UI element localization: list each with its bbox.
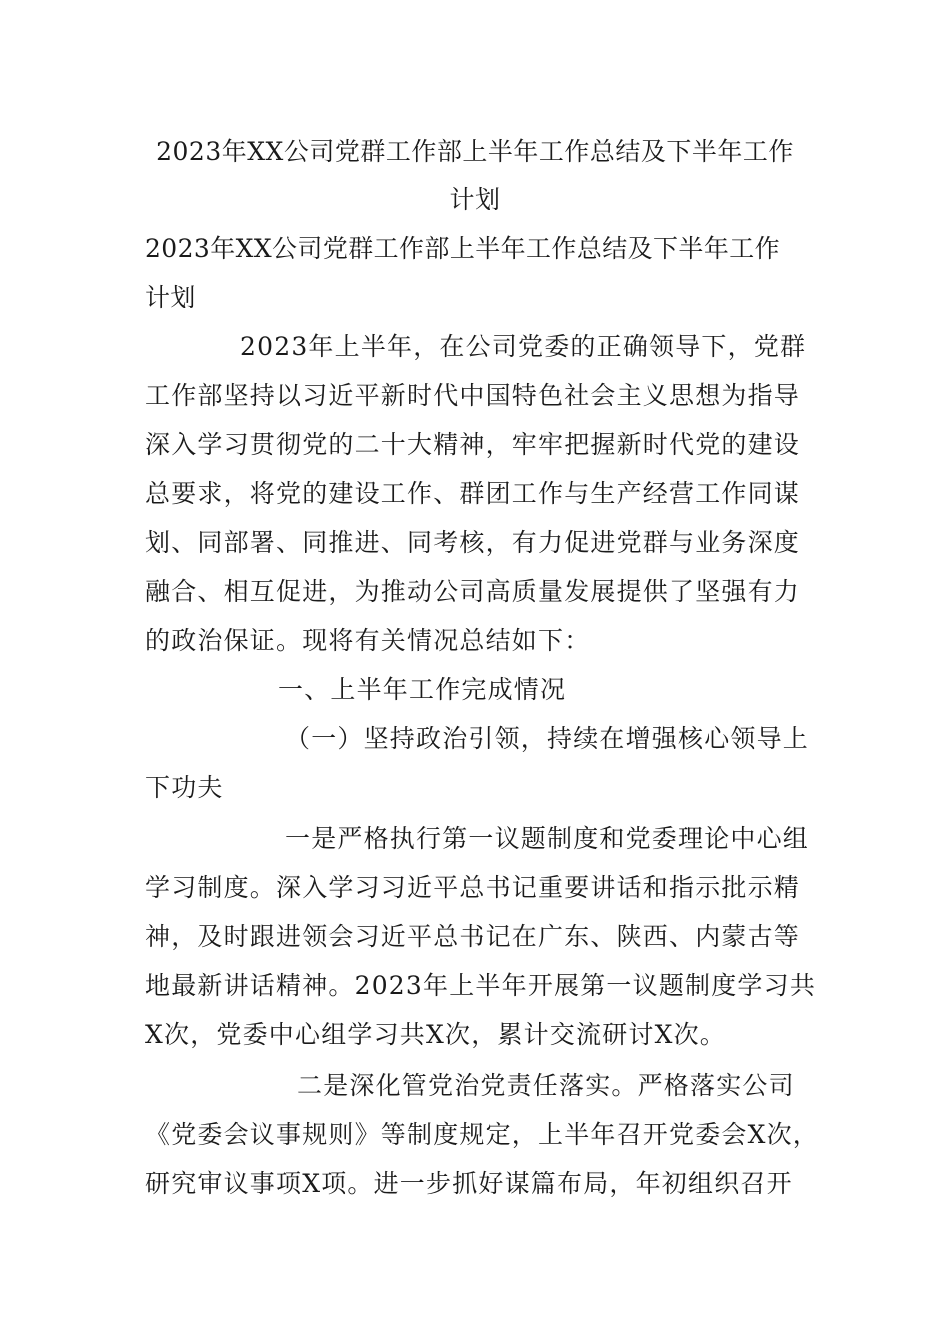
paragraph-2 [145,1061,820,1208]
document-title [145,128,805,224]
subsection-heading-1 [145,714,810,812]
section-heading-1: 一、上半年工作完成情况 [278,675,567,704]
document-page [145,128,820,1208]
intro-line-3: 深入学习贯彻党的二十大精神，牢牢把握新时代党的建设 [145,430,801,459]
para1-line-2: 学习制度。深入学习习近平总书记重要讲话和指示批示精 [145,873,801,902]
subsection-line-1: （一）坚持政治引领，持续在增强核心领导上 [285,724,810,753]
intro-line-7: 的政治保证。现将有关情况总结如下： [145,626,591,655]
title-line-2: 计划 [449,185,501,214]
intro-line-6: 融合、相互促进，为推动公司高质量发展提供了坚强有力 [145,577,801,606]
subsection-line-2: 下功夫 [145,773,224,802]
para1-line-1: 一是严格执行第一议题制度和党委理论中心组 [285,824,810,853]
para1-line-5: X次，党委中心组学习共X次，累计交流研讨X次。 [145,1020,726,1049]
intro-line-5: 划、同部署、同推进、同考核，有力促进党群与业务深度 [145,528,801,557]
intro-paragraph [145,322,805,665]
para2-line-3: 研究审议事项X项。进一步抓好谋篇布局，年初组织召开 [145,1169,793,1198]
intro-line-4: 总要求，将党的建设工作、群团工作与生产经营工作同谋 [145,479,801,508]
para1-line-3: 神，及时跟进领会习近平总书记在广东、陕西、内蒙古等 [145,922,801,951]
document-subtitle [145,224,805,322]
title-line-1: 2023年XX公司党群工作部上半年工作总结及下半年工作 [156,137,794,166]
para2-line-2: 《党委会议事规则》等制度规定，上半年召开党委会X次， [145,1120,820,1149]
subtitle-line-2: 计划 [145,283,196,312]
para2-line-1: 二是深化管党治党责任落实。严格落实公司 [297,1071,795,1100]
subtitle-line-1: 2023年XX公司党群工作部上半年工作总结及下半年工作 [145,234,781,263]
paragraph-1 [145,814,817,1059]
para1-line-4: 地最新讲话精神。2023年上半年开展第一议题制度学习共 [145,971,817,1000]
intro-line-2: 工作部坚持以习近平新时代中国特色社会主义思想为指导 [145,381,801,410]
intro-line-1: 2023年上半年，在公司党委的正确领导下，党群 [240,332,807,361]
